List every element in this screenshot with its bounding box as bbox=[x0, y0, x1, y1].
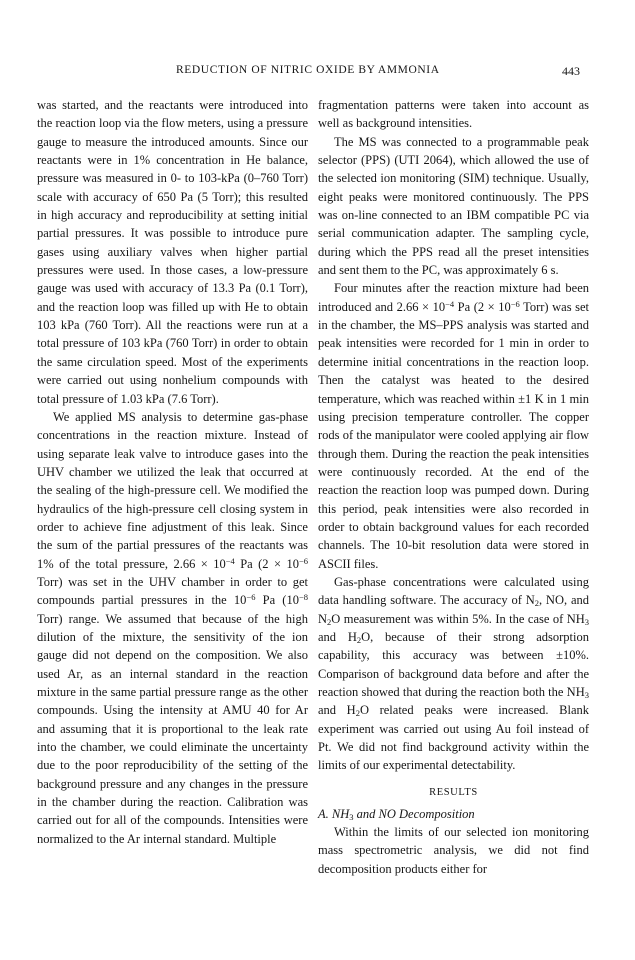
text-run: and H bbox=[318, 629, 357, 644]
text-run: Torr) was set in the chamber, the MS–PPS analysis was started and peak intensities were recorded for 1 min in order to determine initial concentrations in the reaction loop. Then the catalyst was heated to the desired temperature, which was reached within ±1 K in 1 min using precision temperature controller. The copper rods of the manipulator were cooled applying air flow through them. During the reaction the peak intensities were continuously recorded. At the end of the reaction the reaction loop was pumped down. During this period, peak intensities were also recorded in order to obtain background values for each recorded channels. The 10-bit resolution data were stored in ASCII files. bbox=[318, 299, 589, 571]
text-run: , NO, and N bbox=[318, 593, 589, 626]
paragraph-concentration-calculation bbox=[318, 573, 589, 775]
right-column bbox=[318, 96, 589, 878]
exponent: −8 bbox=[298, 592, 308, 603]
paragraph-fragmentation: fragmentation patterns were taken into account as well as background intensities. bbox=[318, 98, 589, 131]
running-head bbox=[0, 64, 635, 82]
paragraph-peak-selector: The MS was connected to a programmable peak selector (PPS) (UTI 2064), which allowed the use of the selected ion monitoring (SIM) technique. Usually, eight peaks were monitored continuously. The PPS was on-line connected to an IBM compatible PC via serial communication adapter. The sampling cycle, during which the PPS read all the preset intensities and sent them to the PC, was approximately 6 s. bbox=[318, 134, 589, 278]
exponent: −6 bbox=[298, 555, 309, 566]
subsection-heading bbox=[318, 805, 589, 823]
paragraph-reaction-procedure bbox=[318, 279, 589, 573]
subscript: 3 bbox=[584, 690, 589, 700]
left-column bbox=[37, 96, 308, 848]
text-run: Pa (2 × 10 bbox=[454, 299, 511, 314]
exponent: −6 bbox=[246, 592, 256, 603]
text-run: We applied MS analysis to determine gas-phase concentrations in the reaction mixture. Instead of using separate leak valve to introduce gases into the UHV chamber we utilized the leak that occurred at the sealing of the high-pressure cell. We modified the hydraulics of the high-pressure cell closing system in order to achieve fine adjustment of this leak. Since the sum of the partial pressures of the reactants was 1% of the total pressure, 2.66 × 10 bbox=[37, 409, 308, 571]
exponent: −6 bbox=[510, 298, 520, 309]
text-run: O measurement was within 5%. In the case of NH bbox=[331, 611, 585, 626]
text-run: O, because of their strong adsorption capability, this accuracy was between ±10%. Comparison of background data before and after the reaction showed that during the reaction both the NH bbox=[318, 629, 589, 699]
page-number: 443 bbox=[562, 64, 580, 78]
subsection-suffix: and NO Decomposition bbox=[353, 806, 475, 821]
subscript: 2 bbox=[534, 598, 539, 609]
subscript: 3 bbox=[349, 811, 354, 822]
subscript: 2 bbox=[327, 616, 332, 627]
text-run: and H bbox=[318, 703, 356, 718]
exponent: −4 bbox=[445, 298, 455, 309]
text-run: Torr) was set in the UHV chamber in order to get compounds partial pressures in the 10 bbox=[37, 574, 308, 608]
subsection-prefix: A. NH bbox=[318, 806, 350, 821]
text-run: Pa (10 bbox=[255, 593, 299, 608]
text-run: Torr) range. We assumed that because of the high dilution of the mixture, the sensitivity of the ion gauge did not depend on the composition. We also used Ar, as an internal standard in the reaction mixture in the same partial pressure range as the other compounds. Using the intensity at AMU 40 for Ar and assuming that it is proportional to the leak rate into the chamber, we could eliminate the uncertainty due to the poor reproducibility of the setting of the background pressure and any changes in the pressure in the chamber during the reaction. Calibration was carried out for all of the compounds. Intensities were normalized to the Ar internal standard. Multiple bbox=[37, 611, 308, 846]
subscript: 3 bbox=[584, 616, 589, 627]
text-run: Pa (2 × 10 bbox=[234, 556, 299, 571]
text-run: Gas-phase concentrations were calculated using data handling software. The accuracy of N bbox=[318, 574, 589, 608]
text-run: O related peaks were increased. Blank experiment was carried out using Au foil instead of Pt. We did not find background activity within the limits of our experimental detectability. bbox=[318, 703, 590, 773]
running-title: REDUCTION OF NITRIC OXIDE BY AMMONIA bbox=[176, 64, 440, 76]
paragraph-reactant-introduction: was started, and the reactants were introduced into the reaction loop via the flow meters, using a pressure gauge to measure the introduced amounts. Since our reactants were in 1% concentration in He balance, pressure was measured in 0- to 103-kPa (0–760 Torr) scale with accuracy of 650 Pa (5 Torr); this resulted in high accuracy and reproducibility at setting initial partial pressures. It was possible to introduce pure gases using auxiliary valves when higher partial pressures were used. In those cases, a low-pressure gauge was used with accuracy of 13.3 Pa (0.1 Torr), and the reaction loop was filled up with He to obtain 103 kPa (760 Torr). All the reactions were run at a total pressure of 103 kPa (760 Torr) in order to obtain the same circulation speed. Most of the experiments were carried out using nonhelium compounds with total pressure of 1.03 kPa (7.6 Torr). bbox=[37, 98, 308, 406]
subscript: 2 bbox=[356, 634, 362, 645]
paragraph-decomposition: Within the limits of our selected ion monitoring mass spectrometric analysis, we did not find decomposition products either for bbox=[318, 825, 589, 876]
subscript: 2 bbox=[355, 708, 360, 719]
paragraph-ms-analysis bbox=[37, 408, 308, 848]
exponent: −4 bbox=[225, 555, 235, 566]
results-heading: RESULTS bbox=[429, 786, 478, 798]
text-run: Four minutes after the reaction mixture had been introduced and 2.66 × 10 bbox=[318, 281, 589, 314]
